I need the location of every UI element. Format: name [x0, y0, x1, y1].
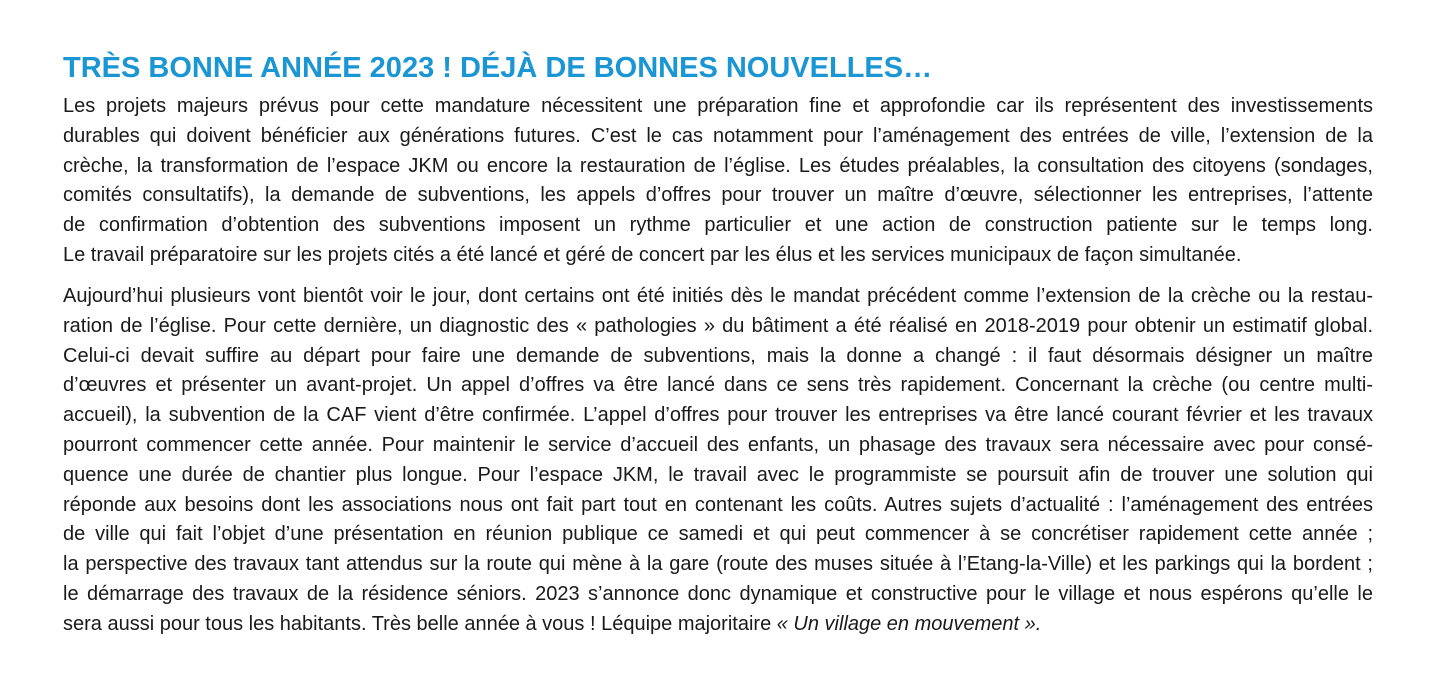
text-line: comités consultatifs), la demande de subventions, les appels d’offres pour trouver un maître d’œuvre, sélectionner les entreprises, l’attente — [63, 184, 1373, 207]
text-line: durables qui doivent bénéficier aux générations futures. C’est le cas notamment pour l’aménagement des entrées de ville, l’extension de la — [63, 124, 1373, 147]
text-line: d’œuvres et présenter un avant-projet. Un appel d’offres va être lancé dans ce sens très rapidement. Concernant la crèche (ou centre multi- — [63, 374, 1373, 397]
text-line: de confirmation d’obtention des subventions imposent un rythme particulier et une action de construction patiente sur le temps long. — [63, 214, 1373, 237]
closing-line — [63, 610, 1373, 640]
paragraph-intro — [63, 92, 1373, 271]
page-title: TRÈS BONNE ANNÉE 2023 ! DÉJÀ DE BONNES NOUVELLES… — [63, 52, 933, 84]
closing-text: sera aussi pour tous les habitants. Très belle année à vous ! Léquipe majoritaire — [63, 612, 777, 635]
text-line: Le travail préparatoire sur les projets cités a été lancé et géré de concert par les élus et les services municipaux de façon simultanée. — [63, 243, 1242, 266]
text-line: Les projets majeurs prévus pour cette mandature nécessitent une préparation fine et approfondie car ils représentent des investissements — [63, 95, 1373, 117]
text-line: Celui-ci devait suffire au départ pour faire une demande de subventions, mais la donne a changé : il faut désormais désigner un maître — [63, 344, 1373, 367]
signature-italic: « Un village en mouvement ». — [776, 612, 1042, 635]
text-line: réponde aux besoins dont les associations nous ont fait part tout en contenant les coûts. Autres sujets d’actualité : l’aménagement des entrées — [63, 493, 1373, 516]
text-line: Aujourd’hui plusieurs vont bientôt voir le jour, dont certains ont été initiés dès le mandat précédent comme l’extension de la crèche ou la restau- — [63, 285, 1373, 307]
paragraph-updates — [63, 282, 1373, 640]
text-line: accueil), la subvention de la CAF vient d’être confirmée. L’appel d’offres pour trouver les entreprises va être lancé courant février et les travaux — [63, 404, 1373, 427]
text-line: quence une durée de chantier plus longue. Pour l’espace JKM, le travail avec le programmiste se poursuit afin de trouver une solution qui — [63, 463, 1373, 486]
text-line: le démarrage des travaux de la résidence séniors. 2023 s’annonce donc dynamique et constructive pour le village et nous espérons qu’elle le — [63, 582, 1373, 605]
text-line: la perspective des travaux tant attendus sur la route qui mène à la gare (route des muses située à l’Etang-la-Ville) et les parkings qui la bordent ; — [63, 553, 1373, 576]
text-line: ration de l’église. Pour cette dernière, un diagnostic des « pathologies » du bâtiment a été réalisé en 2018-2019 pour obtenir un estimatif global. — [63, 314, 1373, 337]
text-line: de ville qui fait l’objet d’une présentation en réunion publique ce samedi et qui peut commencer à se concrétiser rapidement cette année ; — [63, 523, 1373, 546]
text-line: crèche, la transformation de l’espace JKM ou encore la restauration de l’église. Les études préalables, la consultation des citoyens (sondages, — [63, 154, 1373, 177]
text-line: pourront commencer cette année. Pour maintenir le service d’accueil des enfants, un phasage des travaux sera nécessaire avec pour consé- — [63, 433, 1373, 456]
